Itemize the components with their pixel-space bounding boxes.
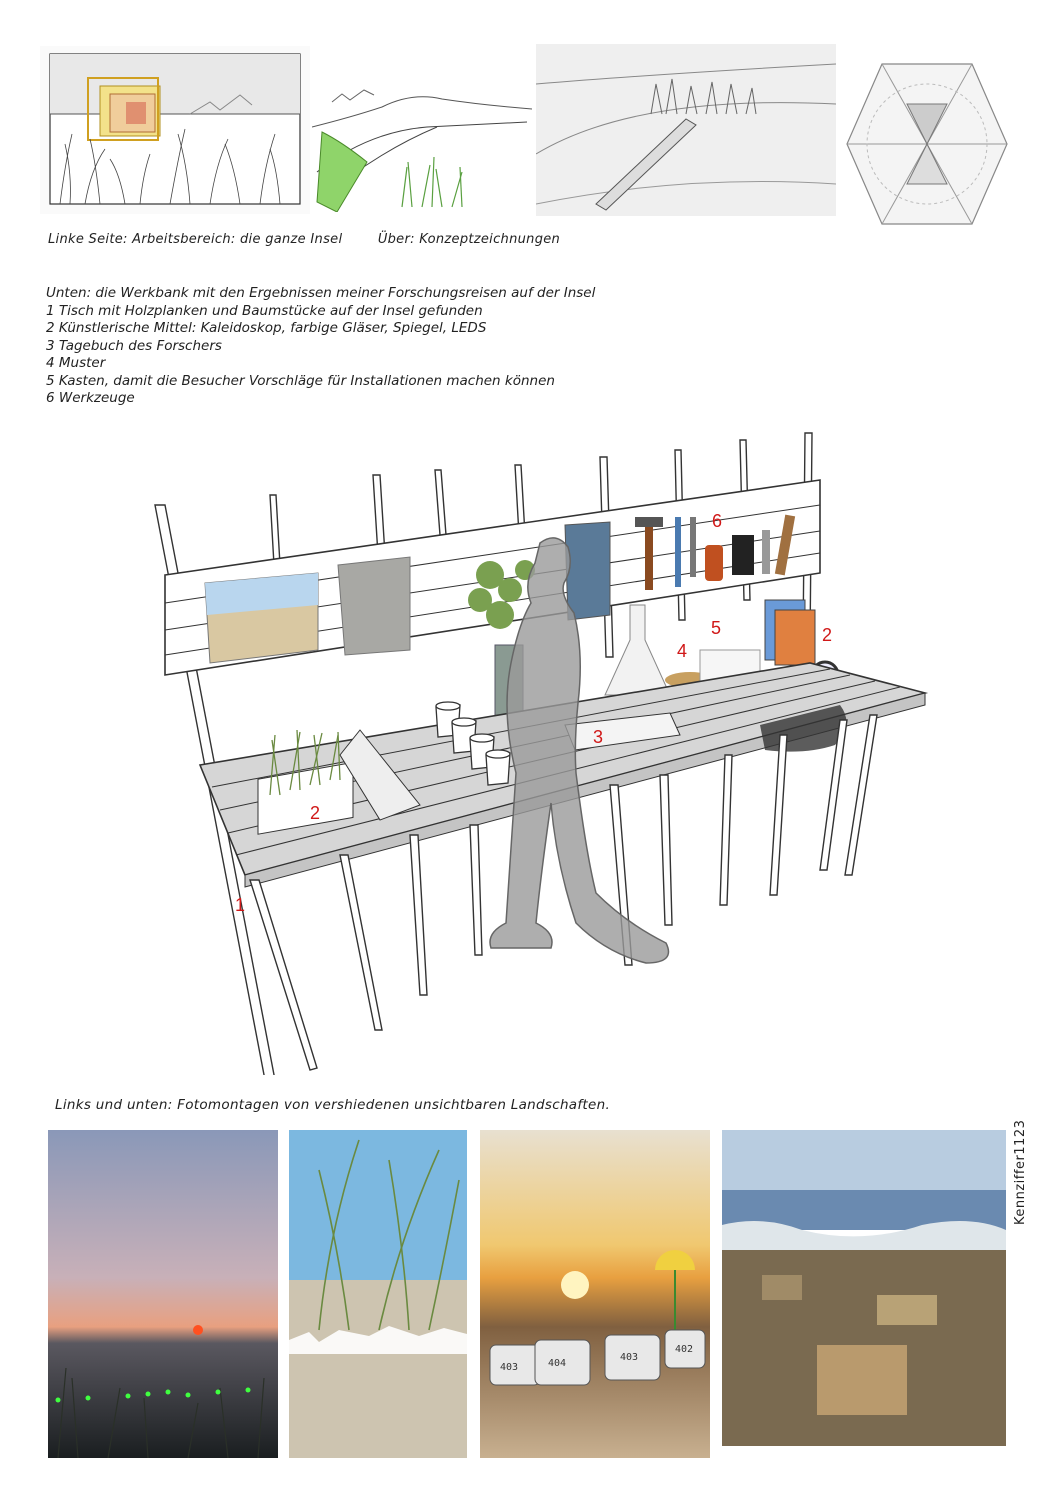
legend-item-4: 4 Muster: [46, 355, 106, 371]
label-number-1: 1: [235, 895, 246, 915]
chair-number-2: 404: [548, 1358, 567, 1369]
chair-number-3: 403: [620, 1352, 639, 1363]
bottom-caption: Links und unten: Fotomontagen von vershiedenen unsichtbaren Landschaften.: [55, 1097, 611, 1113]
legend-item-2: 2 Künstlerische Mittel: Kaleidoskop, farbige Gläser, Spiegel, LEDS: [46, 320, 487, 336]
chair-number-1: 403: [500, 1362, 519, 1373]
code-number: Kennziffer1123: [1013, 1119, 1028, 1225]
legend-item-1: 1 Tisch mit Holzplanken und Baumstücke auf der Insel gefunden: [46, 302, 483, 319]
photo-shells-shoreline: [722, 1130, 1006, 1446]
legend-item-6: 6 Werkzeuge: [46, 390, 135, 406]
sketch-path-dunes: [312, 72, 532, 212]
photo-beach-grass: [289, 1130, 467, 1458]
sketch-dune-frames: [40, 46, 310, 214]
label-number-2-planter: 2: [310, 803, 321, 823]
photo-sunset-dunes: [48, 1130, 278, 1458]
legend: [46, 285, 595, 408]
label-number-2-glass: 2: [822, 625, 833, 645]
label-number-5: 5: [711, 618, 722, 638]
label-number-6: 6: [712, 511, 723, 531]
top-caption: Linke Seite: Arbeitsbereich: die ganze Insel Über: Konzeptzeichnungen: [48, 232, 561, 247]
legend-item-3: 3 Tagebuch des Forschers: [46, 337, 222, 354]
chair-number-4: 402: [675, 1344, 694, 1355]
label-number-3: 3: [593, 727, 604, 747]
legend-item-5: 5 Kasten, damit die Besucher Vorschläge für Installationen machen können: [46, 372, 555, 389]
photo-sunset-beach-chairs: [480, 1130, 710, 1458]
legend-intro: Unten: die Werkbank mit den Ergebnissen meiner Forschungsreisen auf der Insel: [46, 285, 596, 301]
sketch-kaleidoscope: [842, 44, 1012, 234]
workbench-illustration: [140, 425, 940, 1075]
sketch-beach-walkway: [536, 44, 836, 216]
label-number-4: 4: [677, 641, 688, 661]
